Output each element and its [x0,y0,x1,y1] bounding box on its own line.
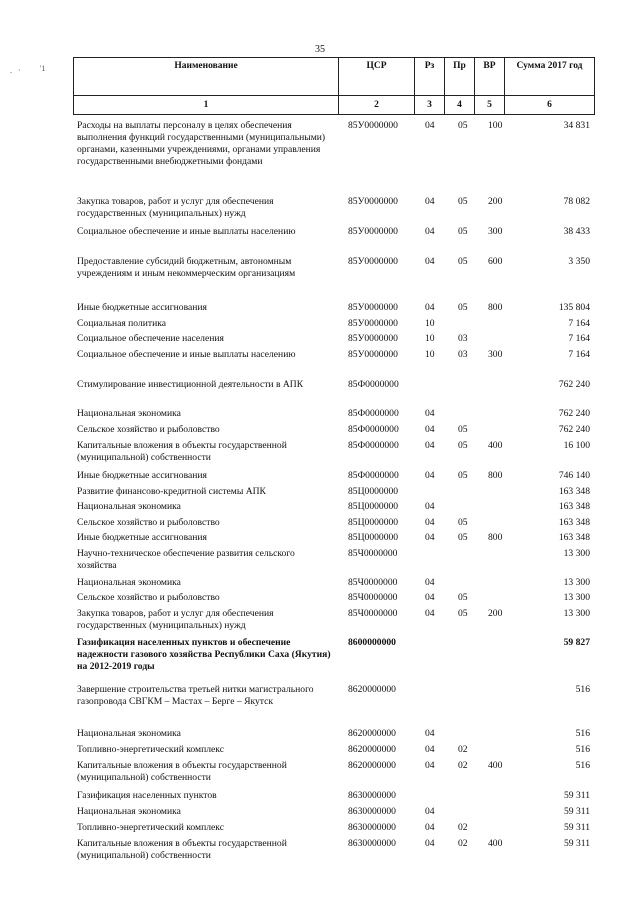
row-csr: 85Ч0000000 [348,608,398,619]
row-csr: 8620000000 [348,760,396,771]
row-name: Предоставление субсидий бюджетным, автономным учреждениям и иным некоммерческим организациям [77,256,296,279]
row-pr: 02 [458,822,468,833]
row-csr: 85Ч0000000 [348,577,398,588]
row-pr: 05 [458,440,468,451]
row-sum: 13 300 [563,608,590,619]
row-csr: 85Ф0000000 [348,379,399,390]
row-csr: 85Ц0000000 [348,486,399,497]
row-csr: 85Ц0000000 [348,517,399,528]
row-name: Социальное обеспечение и иные выплаты населению [77,349,296,360]
row-csr: 8630000000 [348,822,396,833]
row-vr: 400 [488,760,503,771]
row-name: Капитальные вложения в объекты государственной (муниципальной) собственности [77,838,287,861]
row-pr: 02 [458,838,468,849]
row-rz: 04 [425,424,435,435]
row-csr: 8600000000 [348,637,396,648]
row-sum: 59 827 [563,637,590,648]
row-name: Расходы на выплаты персоналу в целях обеспечения выполнения функций государственными (муниципальными) органами, казенными учреждениями, органами управления государственными внебюджетными фондами [77,120,326,167]
row-rz: 04 [425,838,435,849]
row-sum: 13 300 [563,577,590,588]
row-rz: 04 [425,256,435,267]
row-csr: 85У0000000 [348,349,398,360]
row-sum: 59 311 [563,822,590,833]
row-vr: 300 [488,349,503,360]
row-sum: 13 300 [563,592,590,603]
row-sum: 762 240 [558,424,590,435]
row-csr: 85Ц0000000 [348,501,399,512]
page-number: 35 [315,44,325,55]
row-name: Национальная экономика [77,728,181,739]
row-pr: 05 [458,424,468,435]
row-sum: 516 [575,744,590,755]
row-csr: 85У0000000 [348,318,398,329]
row-rz: 04 [425,440,435,451]
row-name: Капитальные вложения в объекты государственной (муниципальной) собственности [77,440,287,463]
row-sum: 762 240 [558,408,590,419]
row-csr: 85Ч0000000 [348,548,398,559]
row-name: Капитальные вложения в объекты государственной (муниципальной) собственности [77,760,287,783]
row-name: Социальное обеспечение и иные выплаты населению [77,226,296,237]
row-name: Развитие финансово-кредитной системы АПК [77,486,266,497]
row-vr: 200 [488,608,503,619]
row-pr: 05 [458,608,468,619]
row-sum: 163 348 [558,501,590,512]
row-rz: 04 [425,408,435,419]
row-sum: 59 311 [563,838,590,849]
row-name: Социальная политика [77,318,166,329]
row-pr: 05 [458,120,468,131]
row-name: Завершение строительства третьей нитки магистрального газопровода СВГКМ – Мастах – Берге – Якутск [77,684,314,707]
row-name: Сельское хозяйство и рыболовство [77,592,220,603]
row-csr: 8620000000 [348,684,396,695]
row-sum: 34 831 [563,120,590,131]
header-csr: ЦСР [339,58,415,96]
row-rz: 04 [425,806,435,817]
scan-mark: '1 [40,64,46,73]
row-rz: 10 [425,333,435,344]
row-csr: 85Ч0000000 [348,592,398,603]
row-rz: 04 [425,532,435,543]
row-name: Национальная экономика [77,577,181,588]
row-pr: 03 [458,349,468,360]
row-vr: 400 [488,838,503,849]
row-rz: 04 [425,517,435,528]
scan-mark: . · [10,66,21,75]
row-rz: 04 [425,196,435,207]
header-colnum: 2 [339,96,415,115]
row-csr: 8620000000 [348,744,396,755]
row-pr: 05 [458,226,468,237]
row-vr: 200 [488,196,503,207]
row-rz: 10 [425,349,435,360]
row-name: Национальная экономика [77,501,181,512]
row-csr: 85У0000000 [348,226,398,237]
row-name: Национальная экономика [77,408,181,419]
row-pr: 03 [458,333,468,344]
row-rz: 10 [425,318,435,329]
row-name: Иные бюджетные ассигнования [77,470,207,481]
row-csr: 85Ц0000000 [348,532,399,543]
row-sum: 746 140 [558,470,590,481]
row-vr: 300 [488,226,503,237]
row-pr: 02 [458,744,468,755]
row-sum: 135 804 [558,302,590,313]
header-colnum: 6 [505,96,595,115]
row-rz: 04 [425,470,435,481]
row-sum: 163 348 [558,517,590,528]
row-rz: 04 [425,501,435,512]
header-sum: Сумма 2017 год [505,58,595,96]
row-sum: 762 240 [558,379,590,390]
row-name: Закупка товаров, работ и услуг для обеспечения государственных (муниципальных) нужд [77,196,274,219]
row-pr: 05 [458,592,468,603]
row-pr: 05 [458,256,468,267]
row-rz: 04 [425,120,435,131]
row-sum: 7 164 [568,349,590,360]
row-name: Топливно-энергетический комплекс [77,822,224,833]
row-vr: 800 [488,302,503,313]
row-sum: 16 100 [563,440,590,451]
row-name: Газификация населенных пунктов [77,790,217,801]
row-name: Газификация населенных пунктов и обеспечение надежности газового хозяйства Республики Саха (Якутия) на 2012-2019 годы [77,637,331,672]
row-sum: 59 311 [563,790,590,801]
header-colnum: 4 [445,96,475,115]
row-sum: 7 164 [568,318,590,329]
row-pr: 05 [458,196,468,207]
row-name: Социальное обеспечение населения [77,333,224,344]
row-csr: 85Ф0000000 [348,470,399,481]
row-sum: 516 [575,728,590,739]
row-csr: 8630000000 [348,838,396,849]
row-rz: 04 [425,728,435,739]
row-rz: 04 [425,822,435,833]
row-csr: 85Ф0000000 [348,440,399,451]
row-name: Иные бюджетные ассигнования [77,532,207,543]
header-colnum: 5 [475,96,505,115]
row-rz: 04 [425,592,435,603]
row-name: Сельское хозяйство и рыболовство [77,424,220,435]
row-csr: 8630000000 [348,806,396,817]
row-name: Национальная экономика [77,806,181,817]
header-colnum: 3 [415,96,445,115]
row-name: Иные бюджетные ассигнования [77,302,207,313]
header-name: Наименование [74,58,339,96]
row-sum: 3 350 [568,256,590,267]
row-sum: 516 [575,760,590,771]
header-pr: Пр [445,58,475,96]
row-sum: 163 348 [558,532,590,543]
row-pr: 05 [458,517,468,528]
row-name: Научно-техническое обеспечение развития сельского хозяйства [77,548,295,571]
row-sum: 78 082 [563,196,590,207]
row-vr: 400 [488,440,503,451]
row-vr: 800 [488,470,503,481]
row-sum: 59 311 [563,806,590,817]
row-vr: 100 [488,120,503,131]
row-csr: 8620000000 [348,728,396,739]
row-sum: 516 [575,684,590,695]
row-rz: 04 [425,760,435,771]
header-rz: Рз [415,58,445,96]
row-rz: 04 [425,226,435,237]
row-csr: 85Ф0000000 [348,424,399,435]
row-sum: 163 348 [558,486,590,497]
row-vr: 800 [488,532,503,543]
row-csr: 85У0000000 [348,120,398,131]
row-sum: 13 300 [563,548,590,559]
row-csr: 85У0000000 [348,333,398,344]
row-rz: 04 [425,577,435,588]
row-rz: 04 [425,744,435,755]
header-colnum: 1 [74,96,339,115]
row-pr: 02 [458,760,468,771]
row-vr: 600 [488,256,503,267]
row-csr: 85Ф0000000 [348,408,399,419]
row-name: Топливно-энергетический комплекс [77,744,224,755]
row-csr: 85У0000000 [348,302,398,313]
row-csr: 85У0000000 [348,196,398,207]
row-name: Сельское хозяйство и рыболовство [77,517,220,528]
row-sum: 7 164 [568,333,590,344]
row-sum: 38 433 [563,226,590,237]
row-rz: 04 [425,608,435,619]
row-name: Стимулирование инвестиционной деятельности в АПК [77,379,304,390]
row-pr: 05 [458,470,468,481]
row-rz: 04 [425,302,435,313]
row-csr: 8630000000 [348,790,396,801]
row-name: Закупка товаров, работ и услуг для обеспечения государственных (муниципальных) нужд [77,608,274,631]
row-csr: 85У0000000 [348,256,398,267]
header-vr: ВР [475,58,505,96]
row-pr: 05 [458,302,468,313]
row-pr: 05 [458,532,468,543]
